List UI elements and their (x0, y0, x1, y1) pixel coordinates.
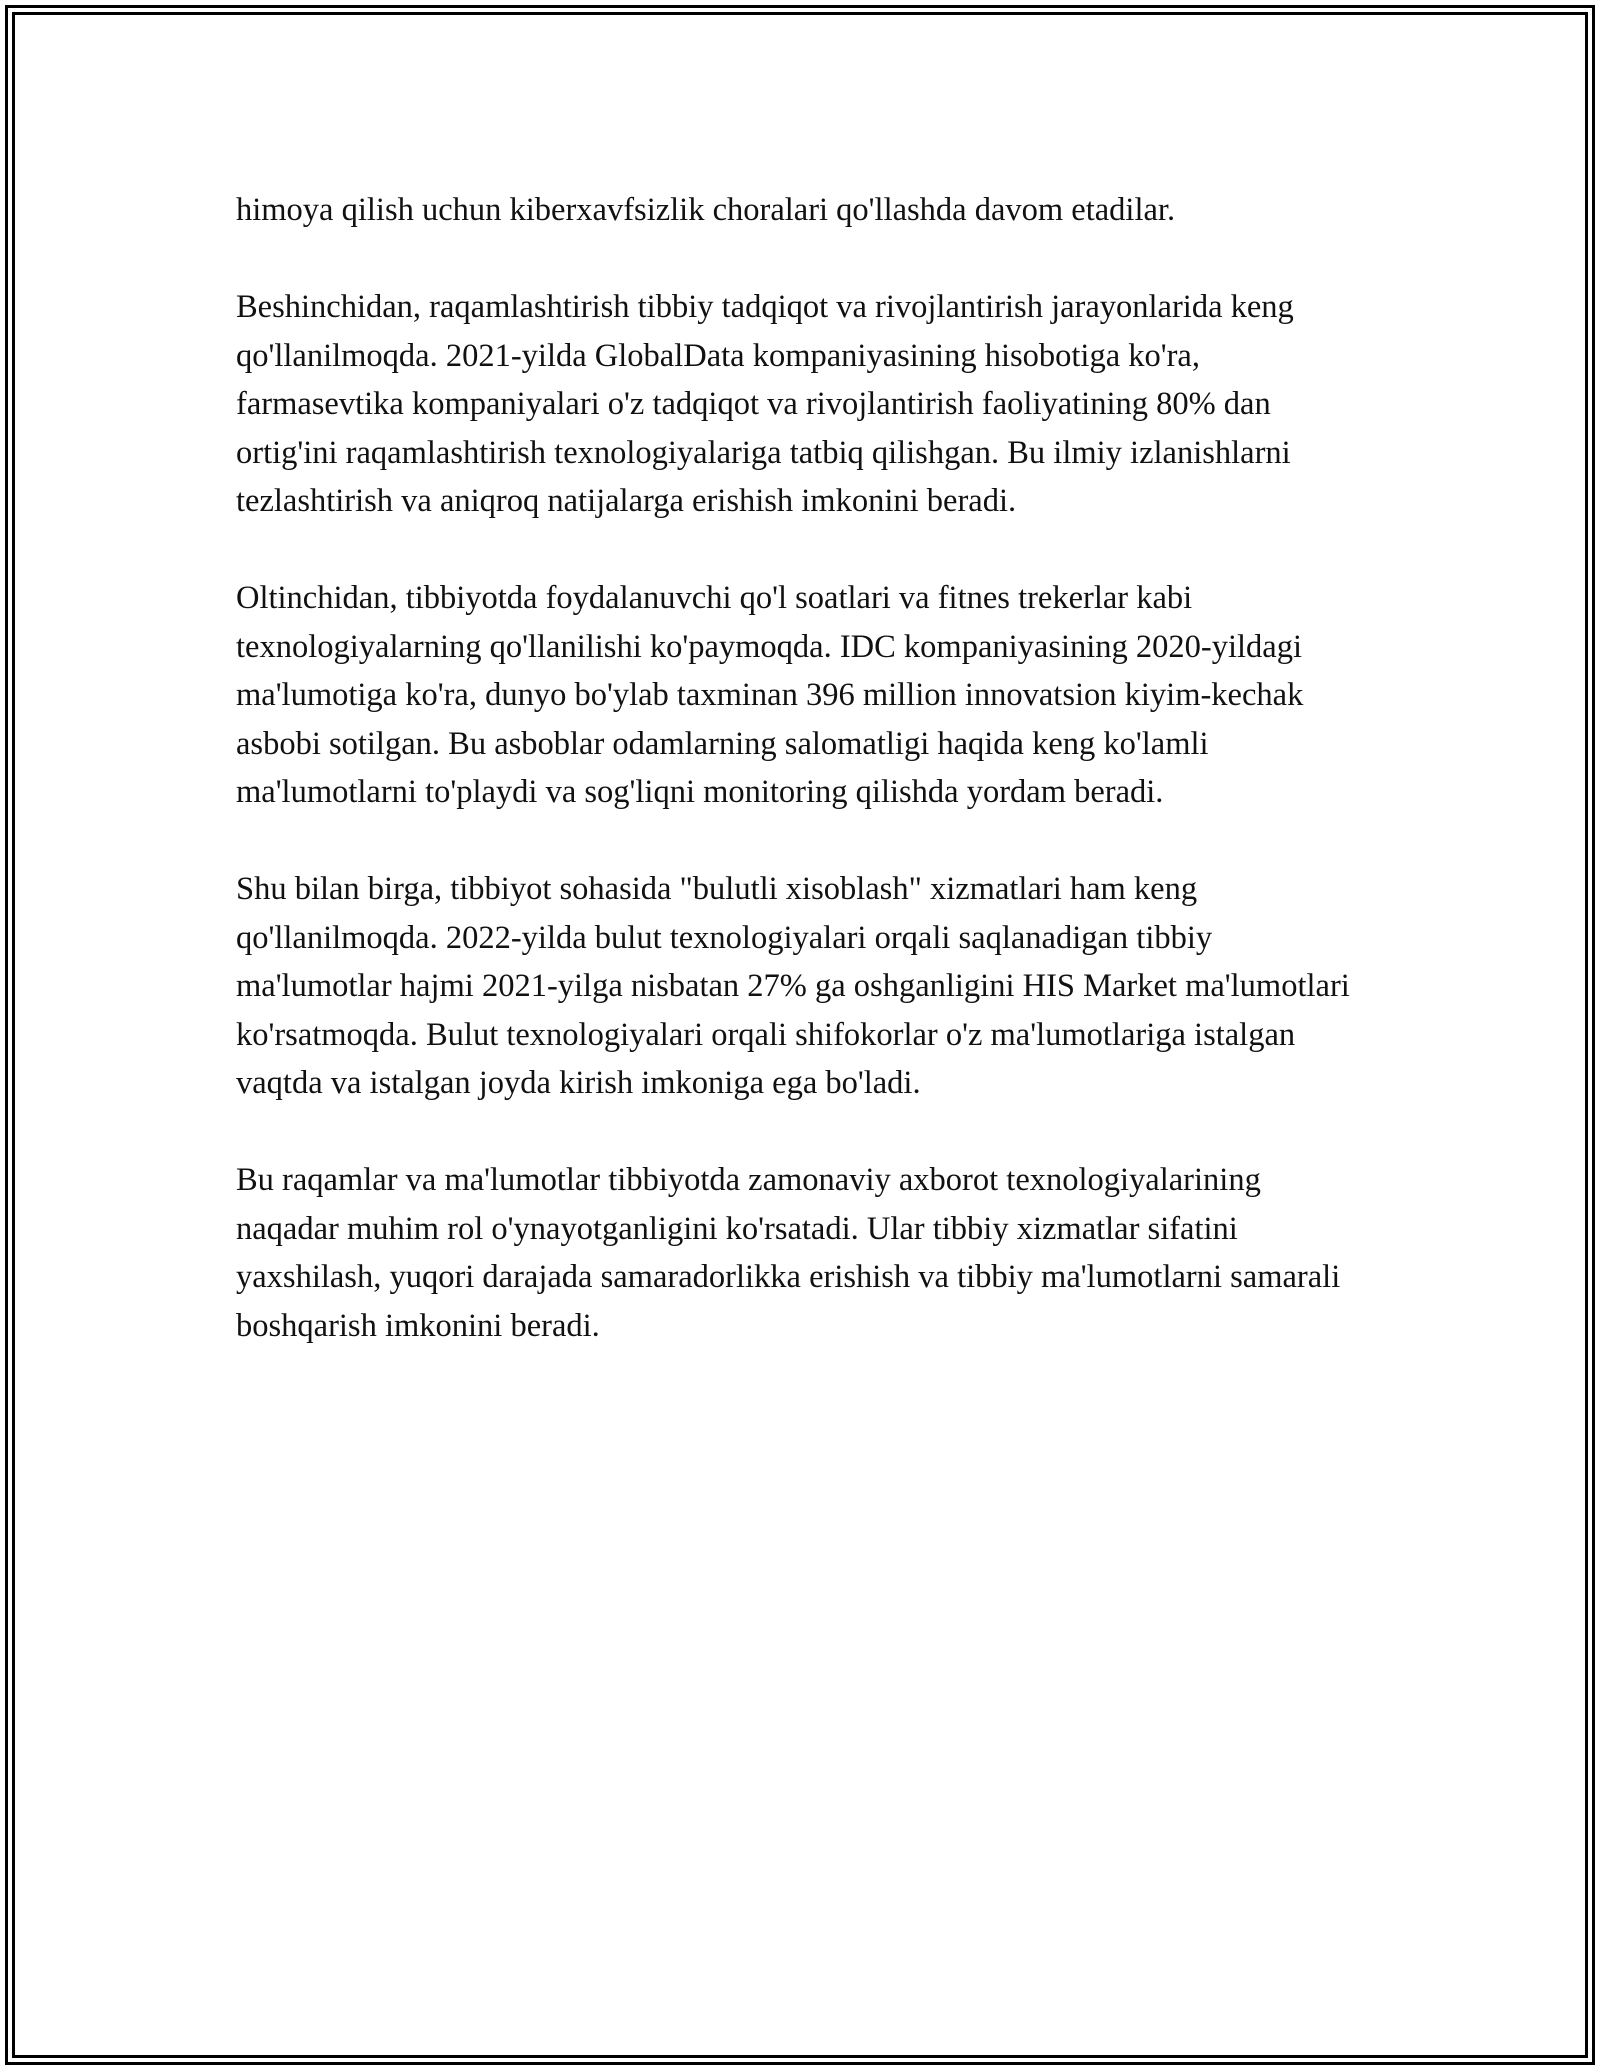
paragraph-cloud-computing: Shu bilan birga, tibbiyot sohasida "bulutli xisoblash" xizmatlari ham keng qo'llanilmoqda. 2022-yilda bulut texnologiyalari orqali saqlanadigan tibbiy ma'lumotlar hajmi 2021-yilga nisbatan 27% ga oshganligini HIS Market ma'lumotlari ko'rsatmoqda. Bulut texnologiyalari orqali shifokorlar o'z ma'lumotlariga istalgan vaqtda va istalgan joyda kirish imkoniga ega bo'ladi. (236, 871, 1350, 1101)
paragraph-conclusion: Bu raqamlar va ma'lumotlar tibbiyotda zamonaviy axborot texnologiyalarining naqadar muhim rol o'ynayotganligini ko'rsatadi. Ular tibbiy xizmatlar sifatini yaxshilash, yuqori darajada samaradorlikka erishish va tibbiy ma'lumotlarni samarali boshqarish imkonini beradi. (236, 1162, 1341, 1344)
paragraph-fifth-point: Beshinchidan, raqamlashtirish tibbiy tadqiqot va rivojlantirish jarayonlarida keng qo'llanilmoqda. 2021-yilda GlobalData kompaniyasining hisobotiga ko'ra, farmasevtika kompaniyalari o'z tadqiqot va rivojlantirish faoliyatining 80% dan ortig'ini raqamlashtirish texnologiyalariga tatbiq qilishgan. Bu ilmiy izlanishlarni tezlashtirish va aniqroq natijalarga erishish imkonini beradi. (236, 289, 1294, 519)
document-body (236, 186, 1366, 1399)
paragraph-continuation: himoya qilish uchun kiberxavfsizlik choralari qo'llashda davom etadilar. (236, 192, 1176, 228)
paragraph-sixth-point: Oltinchidan, tibbiyotda foydalanuvchi qo'l soatlari va fitnes trekerlar kabi texnologiyalarning qo'llanilishi ko'paymoqda. IDC kompaniyasining 2020-yildagi ma'lumotiga ko'ra, dunyo bo'ylab taxminan 396 million innovatsion kiyim-kechak asbobi sotilgan. Bu asboblar odamlarning salomatligi haqida keng ko'lamli ma'lumotlarni to'playdi va sog'liqni monitoring qilishda yordam beradi. (236, 580, 1304, 810)
